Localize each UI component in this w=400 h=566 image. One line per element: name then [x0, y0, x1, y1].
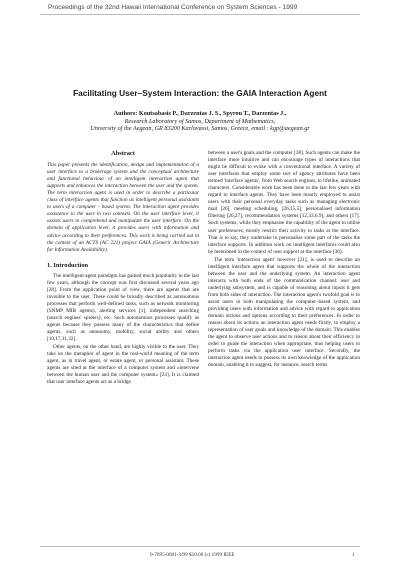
running-head: Proceedings of the 32nd Hawaii International Conference on System Sciences - 1999	[48, 4, 298, 11]
author-block	[40, 110, 360, 133]
left-column	[47, 150, 199, 387]
intro-paragraph-2: Other agents, on the other hand, are highly visible to the user. They take on the metaphor of agent in the real-world meaning of the term agent, as in travel agent, or estate agent, or personal assistant. These agents are sited at the interface of a computer system and «intervene between the human user and the computer system» [23]. It is claimed that user interface agents act as a bridge	[47, 344, 199, 386]
intro-paragraph-1: The intelligent agent paradigm has gained much popularity in the last few years, although the concept was first discussed several years ago [28]. From the application point of view, there are agents that are invisible to the user. These could be broadly described as autonomous processes that perform well-defined tasks, such as network monitoring (SNMP MIB agents), alerting services [1], independent searching (search engines' spiders), etc. Such autonomous processes qualify as agents because they possess many of the characteristics that define agents, such as autonomy, mobility, social ability and others [10,17,11,32].	[47, 272, 199, 343]
section-heading-introduction: 1. Introduction	[47, 261, 89, 269]
paper-title: Facilitating User–System Interaction: the GAIA Interaction Agent	[73, 88, 327, 98]
abstract-heading: Abstract	[111, 150, 135, 157]
footer-isbn: 0-7695-0001-3/99 $10.00 (c) 1999 IEEE	[150, 552, 235, 558]
affiliation-line-2: University of the Aegean, GR 83200 Karlovassi, Samos, Greece, email : kgp@aegean.gr	[90, 125, 310, 133]
right-column	[208, 150, 360, 370]
author-names: Authors: Koutsabasis P., Darzentas J. S., Spyrou T., Darzentas J.,	[113, 110, 287, 117]
header-rule	[40, 14, 360, 15]
footer-rule	[40, 546, 360, 547]
abstract-text: This paper presents the identification, design and implementation of a user interface to a brokerage system and the conceptual architecture and functional behaviour of an intelligent interaction agent that supports and enhances the interaction between the user and the system. The term interaction agent is used in order to describe a particular class of interface agents that function as intelligent personal assistants to users of a computer - based system. The interaction agent provides assistance to the user in two contexts. On the user interface level, it assists users to comprehend and manipulate the user interface. On the domain of application level, it provides users with information and advice according to their preferences. This work is being carried out in the context of an ACTS (AC 221) project GAIA (Generic Architecture for Information Availability).	[47, 162, 199, 253]
right-paragraph-2: The term 'interaction agent' however [21], is used to describe an intelligent interface agent that supports the whole of the interaction between the user and the underlying system. An interaction agent interacts with both ends of the communication channel: user and underlying subsystem, and is capable of reasoning about inputs it gets from both sides of interaction. The interaction agent's twofold goal is to assist users in both manipulating the computer–based system, and providing users with information and advice with regard to application domain actions and options according to their preferences. In order to reason about its actions an interaction agent needs firstly, to employ a representation of user goals and knowledge of the domain. This enables the agent to observe user actions and to reason about their efficiency in order to guide the interaction when appropriate, thus helping users to perform tasks via the application user interface. Secondly, the interaction agent needs to possess its own knowledge of the application domain, enabling it to suggest, for instance, search terms	[208, 256, 360, 369]
right-paragraph-1: between a user's goals and the computer [38]. Such agents can make the interface more intuitive and can encourage types of interactions that might be difficult to evoke with a conventional interface. A variety of user interfaces that employ some sort of agency attributes have been termed 'interface agents', from Web search engines, to lifelike, animated characters. Considerable work has been done in the last few years with regard to interface agents. They have been mostly employed to assist users with their personal everyday tasks such as managing electronic mail [26], meeting scheduling, [26,15,5], personalised information filtering [26,27], recommendation systems [12,33,6,9], and others [17]. Such systems, while they emphasise the capability of the agent to utilise user preferences, mostly restrict their activity to tasks at the interface. That is to say, they undertake to personalise some part of the tasks the interface supports. In addition work on intelligent interfaces could also be mentioned in the context of user support at the interface [36].	[208, 150, 360, 255]
affiliation-line-1: Research Laboratory of Samos, Department of Mathematics,	[124, 117, 276, 125]
page-number: 1	[352, 552, 355, 558]
